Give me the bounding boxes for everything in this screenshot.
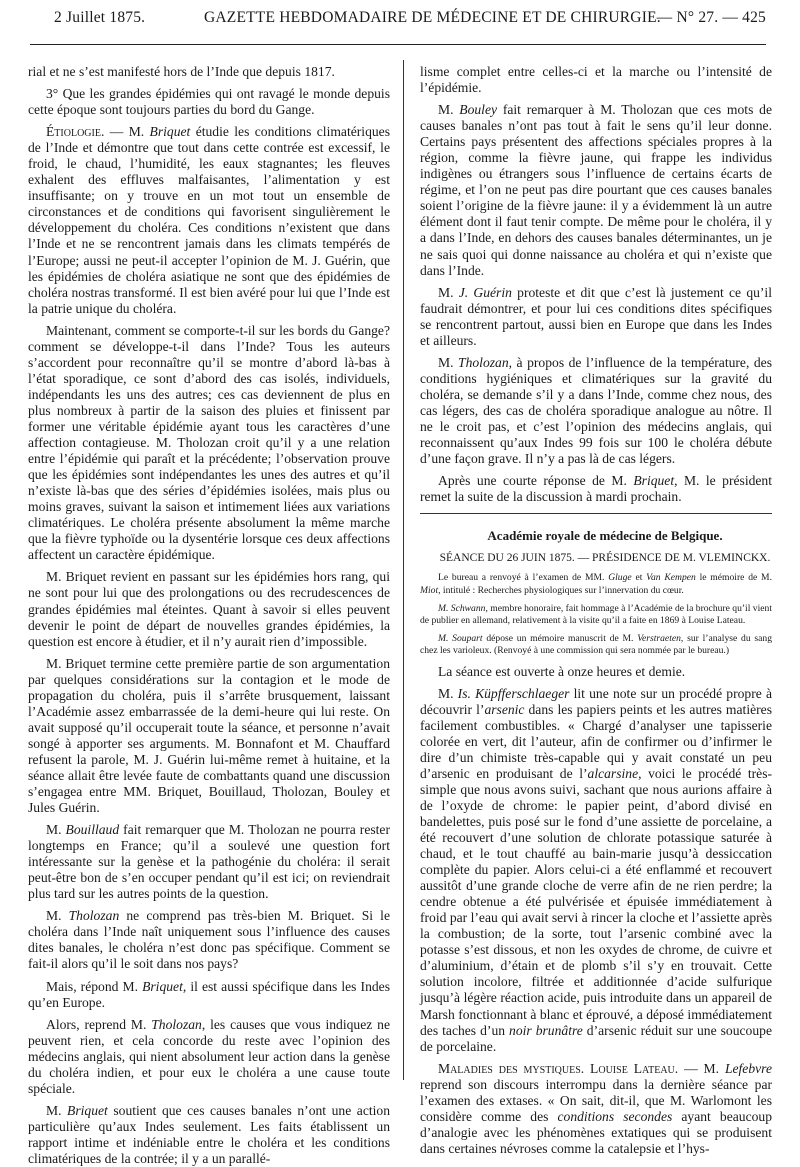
right-column	[420, 64, 773, 1156]
paragraph: Maintenant, comment se comporte-t-il sur les bords du Gange? comment se développe-t-il dans l’Inde? Tous les auteurs s’accordent pour reconnaître qu’il se montre d’abord là-bas à l’état sporadique, ce sont d’abord des cas isolés, individuels, indépendants les uns des autres; ces cas deviennent de plus en plus nombreux à partir de la saison des pluies et finissent par former une véritable épidémie ayant tous les caractères d’une affection contagieuse. M. Tholozan croit qu’il y a une relation entre l’épidémie qui paraît et la précédente; l’observation prouve que les épidémies sont indépendantes les unes des autres et qu’il n’existe là-bas que des séries d’épidémies isolées, mais plus ou moins graves, suivant la saison et intimement liées aux variations climatériques. Le choléra présente absolument la même marche que la fièvre typhoïde ou la dysentérie lorsque ces deux affections affectent un caractère épidémique.	[28, 322, 390, 563]
header-rule	[30, 44, 766, 45]
speaker-name: Bouley	[459, 102, 498, 118]
header-date: 2 Juillet 1875.	[54, 9, 146, 26]
paragraph: lisme complet entre celles-ci et la marche ou l’intensité de l’épidémie.	[420, 64, 772, 96]
speaker-name: Tholozan	[151, 1016, 202, 1032]
section-separator	[420, 513, 772, 514]
speaker-name: Briquet	[142, 978, 183, 994]
paragraph: Maladies des mystiques. Louise Lateau. — M. Lefebvre reprend son discours interrompu dans la dernière séance par l’examen des extases. « On sait, dit-il, que M. Warlomont les considère comme des conditions secondes ayant beaucoup d’analogie avec les phénomènes extatiques qui se produisent dans certaines névroses comme la catalepsie et l’hys-	[420, 1060, 772, 1156]
speaker-name: Tholozan	[68, 908, 120, 924]
speaker-name: Tholozan	[458, 354, 509, 370]
column-divider	[403, 60, 404, 1080]
speaker-name: Briquet	[149, 124, 191, 140]
bulletin-note: M. Soupart dépose un mémoire manuscrit de M. Verstraeten, sur l’analyse du sang chez les varioleux. (Renvoyé à une commission qui sera nommée par le bureau.)	[420, 633, 772, 657]
paragraph: M. Tholozan ne comprend pas très-bien M. Briquet. Si le choléra dans l’Inde naît uniquement sous l’influence des causes dites banales, le choléra n’est donc pas spécifique. Comment se fait-il alors qu’il le soit dans nos pays?	[28, 908, 390, 972]
paragraph: M. Briquet termine cette première partie de son argumentation par quelques considérations sur la contagion et le mode de propagation du choléra, puis il s’arrête brusquement, laissant l’Académie assez embarrassée de la demi-heure qui lui reste. On avait supposé qu’il occuperait toute la séance, et personne n’avait songé à apporter ses arguments. M. Bonnafont et M. Chauffard refusent la parole, M. J. Guérin lui-même remet à huitaine, et la séance allait être levée faute de combattants quand une discussion s’engagea entre MM. Briquet, Bouillaud, Tholozan, Bouley et Jules Guérin.	[28, 655, 390, 816]
paragraph: M. Briquet soutient que ces causes banales n’ont une action particulière qu’aux Indes seulement. Les faits établissent un rapport intime et indéniable entre le choléra et les conditions climatériques de la contrée; il y a un parallé-	[28, 1102, 391, 1166]
seance-line: SÉANCE DU 26 JUIN 1875. — PRÉSIDENCE DE M. VLEMINCKX.	[439, 552, 771, 565]
bulletin-note: M. Schwann, membre honoraire, fait hommage à l’Académie de la brochure qu’il vient de publier en allemand, relativement à la visite qu’il a faite en 1869 à Louise Lateau.	[420, 602, 772, 626]
speaker-name: Bouillaud	[65, 822, 120, 838]
paragraph: La séance est ouverte à onze heures et demie.	[438, 663, 686, 679]
speaker-name: Lefebvre	[724, 1060, 772, 1076]
paragraph: rial et ne s’est manifesté hors de l’Inde que depuis 1817.	[28, 64, 335, 79]
paragraph: M. Is. Küpfferschlaeger lit une note sur un procédé propre à découvrir l’arsenic dans les papiers peints et les autres matières facilement combustibles. « Chargé d’analyser une tapisserie colorée en vert, dit l’auteur, afin de confirmer ou d’infirmer le dire d’un chimiste très-capable qui y avait constaté un peu d’arsenic en produisant de l’alcarsine, voici le procédé très-simple que nous avons suivi, sachant que nous aurions affaire à de l’oxyde de chrome: le papier peint, d’abord divisé en bandelettes, puis posé sur le fond d’une assiette de porcelaine, a été recouvert d’une solution de chlorate potassique saturée à chaud, et le tout chauffé au bain-marie jusqu’à dessiccation complète du papier. Alors celui-ci a été enflammé et recouvert aussitôt d’une grande cloche de verre afin de ne rien perdre; la cendre obtenue a été pulvérisée et épuisée immédiatement à froid par l’eau qui avait servi à rincer la cloche et l’assiette après la combustion; de la sorte, tout l’arsenic combiné avec la potasse s’est dissous, et non les oxydes de chrome, de cuivre et d’aluminium, d’étain et de plomb s’il s’y en trouvait. Cette solution incolore, filtrée et additionnée d’acide sulfurique jusqu’à légère réaction acide, puis introduite dans un appareil de Marsh fonctionnant à blanc et éprouvé, a déposé immédiatement des taches d’un noir brunâtre d’arsenic réduit sur une soucoupe de porcelaine.	[420, 685, 773, 1054]
section-label: Maladies des mystiques. Louise Lateau.	[438, 1060, 679, 1076]
paragraph: M. J. Guérin proteste et dit que c’est là justement ce qu’il faudrait démontrer, et pour lui ces conditions dites spécifiques se rencontrent partout, aussi bien en Europe que dans les Indes et ailleurs.	[420, 284, 772, 348]
paragraph: M. Briquet revient en passant sur les épidémies hors rang, qui ne sont pour lui que des prolongations ou des recrudescences de grandes épidémies mal éteintes. Quant à savoir si elles peuvent devenir le point de départ de nouvelles grandes épidémies, la question est encore à étudier, et il n’y aurait rien d’impossible.	[28, 569, 390, 649]
paragraph: Mais, répond M. Briquet, il est aussi spécifique dans les Indes qu’en Europe.	[28, 978, 391, 1010]
section-label: Étiologie.	[46, 124, 105, 140]
left-column	[28, 64, 391, 1166]
speaker-name: Is. Küpfferschlaeger	[457, 685, 570, 701]
paragraph: Alors, reprend M. Tholozan, les causes que vous indiquez ne peuvent rien, et cela concorde du reste avec l’opinion des médecins anglais, qui nient absolument leur action dans la genèse du choléra indien, et pour eux le choléra a une cause toute spéciale.	[28, 1016, 390, 1096]
paragraph: 3° Que les grandes épidémies qui ont ravagé le monde depuis cette époque sont toujours parties du bord du Gange.	[28, 86, 390, 118]
speaker-name: Briquet	[67, 1102, 108, 1118]
speaker-name: J. Guérin	[458, 284, 512, 300]
paragraph: M. Bouillaud fait remarquer que M. Tholozan ne pourra rester longtemps en France; qu’il a soulevé une question fort intéressante sur la genèse et la pathogénie du choléra: il serait peut-être bon de s’en occuper pendant qu’il est ici; on reviendrait plus tard sur les autres points de la question.	[28, 822, 390, 902]
header-number: — N° 27. — 425	[656, 9, 766, 26]
paragraph: M. Bouley fait remarquer à M. Tholozan que ces mots de causes banales n’ont pas tout à fait le sens qu’il leur donne. Certains pays présentent des affections spéciales propres à la région, comme la fièvre jaune, qui frappe les individus indigènes ou étrangers sous l’influence de certains écarts de régime, et l’on ne peut pas dire pourtant que ces causes banales soient l’origine de la fièvre jaune: il y a évidemment là un autre élément dont il faut tenir compte. De même pour le choléra, il y a dans l’Inde, en dehors des causes banales déterminantes, un je ne sais quoi qui donne naissance au choléra et qui n’existe que dans l’Inde.	[420, 102, 772, 278]
section-heading: Académie royale de médecine de Belgique.	[487, 528, 723, 544]
bulletin-note: Le bureau a renvoyé à l’examen de MM. Gluge et Van Kempen le mémoire de M. Miot, intitulé : Recherches physiologiques sur l’innervation du cœur.	[420, 572, 772, 596]
paragraph: M. Tholozan, à propos de l’influence de la température, des conditions hygiéniques et climatériques sur la gravité du choléra, se demande s’il y a dans l’Inde, comme chez nous, des cas légers, des cas de choléra sporadique analogue au nôtre. Il ne le croit pas, et c’est l’opinion des médecins anglais, qui reconnaissent qu’aux Indes 99 fois sur 100 le choléra débute d’une façon grave. Il n’y a pas là de cas légers.	[420, 354, 772, 467]
paragraph: Après une courte réponse de M. Briquet, M. le président remet la suite de la discussion à mardi prochain.	[420, 473, 772, 505]
paragraph-etiologie: Étiologie. — M. Briquet étudie les conditions climatériques de l’Inde et démontre que tout dans cette contrée est excessif, le froid, le chaud, l’humidité, les eaux stagnantes; les fleuves exhalent des effluves malfaisantes, l’alimentation y est insuffisante; on y trouve en un mot tout un ensemble de circonstances et de conditions qui favorisent singulièrement le développement du choléra. Ces conditions n’existent que dans l’Inde et ne se rencontrent jamais dans les climats tempérés de l’Europe; aussi ne peut-il accepter l’opinion de M. J. Guérin, que les épidémies de choléra asiatique ne sont que des épidémies de choléra nostras transformé. Il est bien avéré pour lui que l’Inde est la patrie unique du choléra.	[28, 124, 390, 316]
speaker-name: Briquet	[633, 473, 675, 489]
header-title: GAZETTE HEBDOMADAIRE DE MÉDECINE ET DE CHIRURGIE.	[204, 9, 661, 26]
page-header	[32, 3, 766, 33]
